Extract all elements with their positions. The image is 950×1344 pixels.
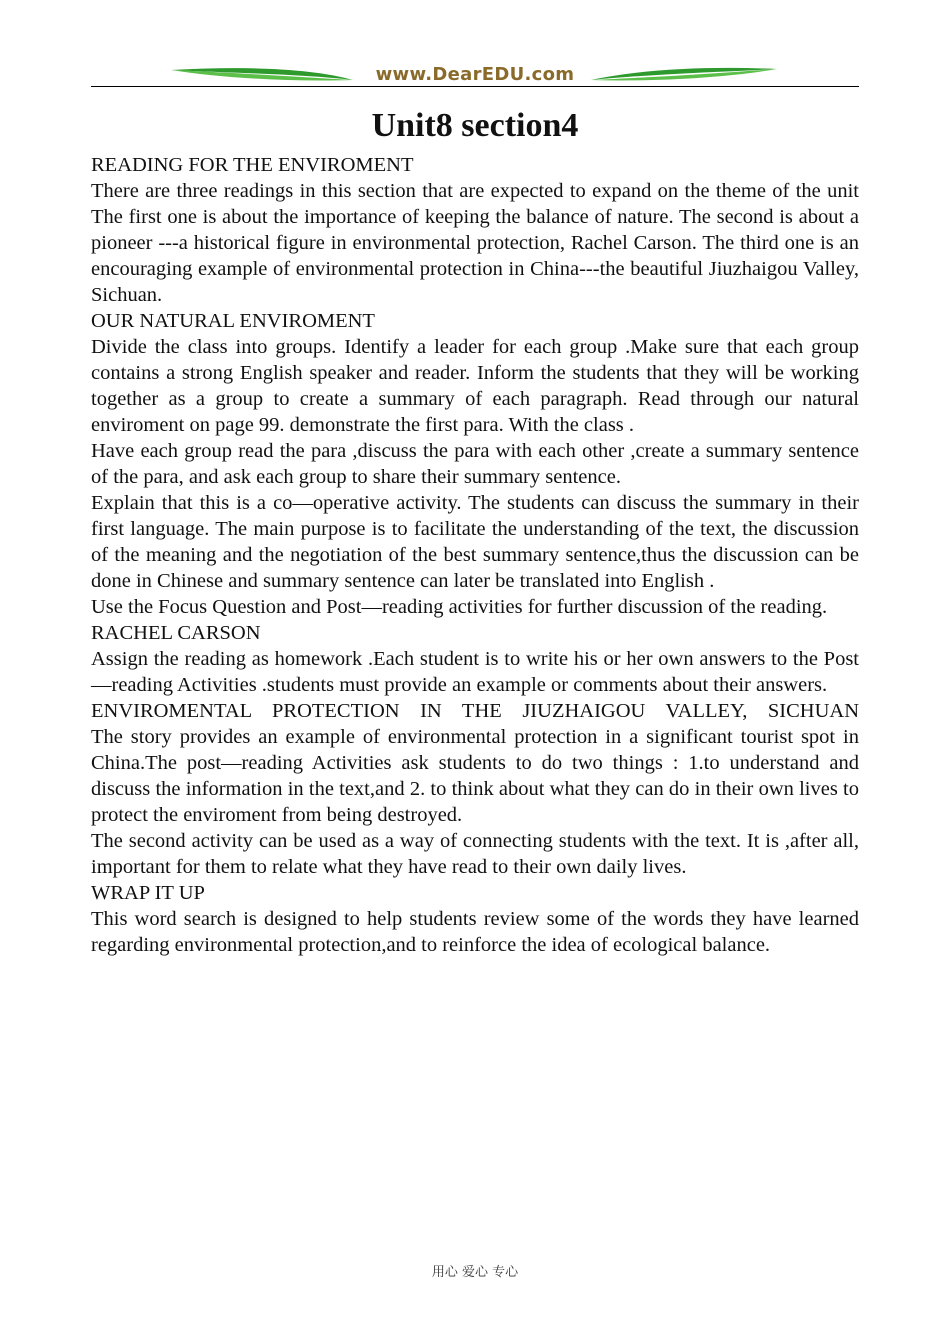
paragraph: Have each group read the para ,discuss the para with each other ,create a summary sentence of the para, and ask each group to share their summary sentence.: [91, 440, 859, 488]
paragraph: Use the Focus Question and Post—reading activities for further discussion of the reading.: [91, 596, 828, 618]
page-title: Unit8 section4: [371, 107, 579, 144]
section-heading: OUR NATURAL ENVIROMENT: [91, 310, 375, 332]
site-logo-text[interactable]: www.DearEDU.com: [375, 64, 575, 85]
paragraph: Assign the reading as homework .Each student is to write his or her own answers to the Post—reading Activities .students must provide an example or comments about their answers.: [91, 648, 859, 696]
page-footer: 用心 爱心 专心: [431, 1265, 519, 1280]
section-heading: RACHEL CARSON: [91, 622, 261, 644]
paragraph: Divide the class into groups. Identify a leader for each group .Make sure that each group contains a strong English speaker and reader. Inform the students that they will be working together as a group to create a summary of each paragraph. Read through our natural enviroment on page 99. demonstrate the first para. With the class .: [91, 336, 859, 436]
paragraph: This word search is designed to help students review some of the words they have learned regarding environmental protection,and to reinforce the idea of ecological balance.: [91, 908, 859, 956]
page-header: [91, 62, 859, 88]
paragraph: The second activity can be used as a way of connecting students with the text. It is ,after all, important for them to relate what they have read to their own daily lives.: [91, 830, 859, 878]
section-heading: WRAP IT UP: [91, 882, 205, 904]
section-heading: READING FOR THE ENVIROMENT: [91, 154, 414, 176]
paragraph: Explain that this is a co—operative activity. The students can discuss the summary in their first language. The main purpose is to facilitate the understanding of the text, the discussion of the meaning and the negotiation of the best summary sentence,thus the discussion can be done in Chinese and summary sentence can later be translated into English .: [91, 492, 859, 592]
header-rule: [91, 86, 859, 87]
paragraph: There are three readings in this section that are expected to expand on the theme of the unit The first one is about the importance of keeping the balance of nature. The second is about a pioneer ---a historical figure in environmental protection, Rachel Carson. The third one is an encouraging example of environmental protection in China---the beautiful Jiuzhaigou Valley, Sichuan.: [91, 180, 859, 306]
document-body: [91, 152, 859, 958]
section-heading: ENVIROMENTAL PROTECTION IN THE JIUZHAIGOU VALLEY, SICHUAN: [91, 700, 859, 722]
paragraph: The story provides an example of environmental protection in a significant tourist spot in China.The post—reading Activities ask students to do two things : 1.to understand and discuss the information in the text,and 2. to think about what they can do in their own lives to protect the enviroment from being destroyed.: [91, 726, 859, 826]
